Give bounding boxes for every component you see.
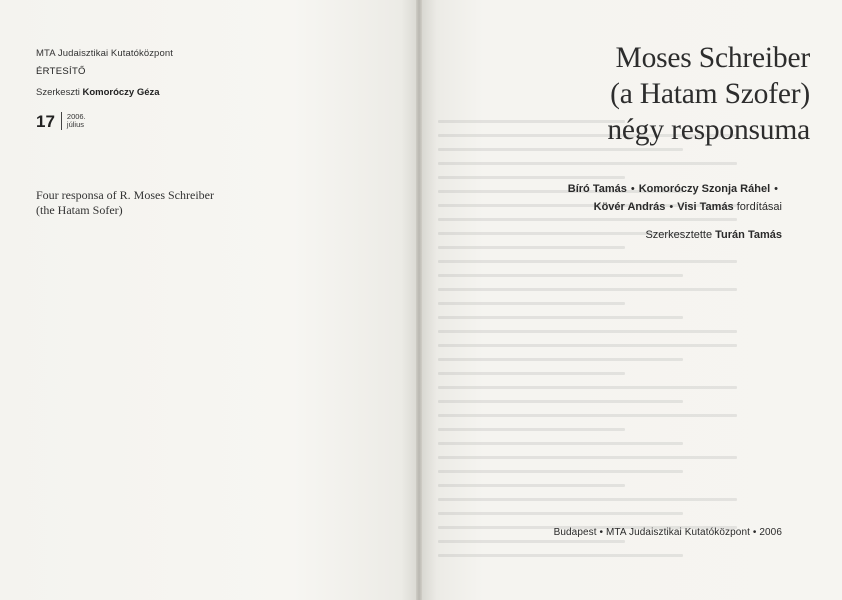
translator-name: Kövér András (593, 201, 666, 213)
english-title (36, 188, 316, 218)
title-line: (a Hatam Szofer) (610, 78, 810, 110)
translators-line (470, 180, 782, 198)
editor-prefix: Szerkeszti (36, 87, 80, 98)
edited-prefix: Szerkesztette (645, 229, 713, 241)
separator-dot: • (630, 183, 635, 195)
translators-suffix: fordításai (736, 201, 782, 213)
title-line: négy responsuma (607, 114, 810, 146)
journal-name: ÉRTESÍTŐ (36, 66, 86, 77)
institute-name: MTA Judaisztikai Kutatóközpont (36, 48, 173, 59)
issue-number: 17 (36, 111, 55, 131)
book-gutter (416, 0, 422, 600)
issue-info (36, 112, 173, 130)
edited-name: Turán Tamás (715, 229, 782, 241)
separator-dot: • (669, 201, 674, 213)
editor-name: Komoróczy Géza (82, 87, 160, 98)
book-title (470, 40, 810, 148)
edited-by (470, 229, 782, 241)
translator-name: Bíró Tamás (567, 183, 627, 195)
translators (470, 180, 782, 216)
series-header (36, 48, 173, 130)
issue-year: 2006. (66, 111, 86, 121)
translator-name: Komoróczy Szonja Ráhel (638, 183, 771, 195)
series-editor (36, 87, 173, 98)
english-title-line: (the Hatam Sofer) (36, 203, 123, 217)
translators-line (470, 198, 782, 216)
issue-month: július (66, 120, 85, 129)
title-line: Moses Schreiber (615, 42, 810, 74)
issue-divider (61, 112, 62, 130)
separator-dot: • (774, 183, 778, 195)
english-title-line: Four responsa of R. Moses Schreiber (36, 188, 214, 202)
translator-name: Visi Tamás (677, 201, 734, 213)
issue-date (67, 113, 86, 130)
imprint: Budapest • MTA Judaisztikai Kutatóközpont • 2006 (553, 527, 782, 538)
